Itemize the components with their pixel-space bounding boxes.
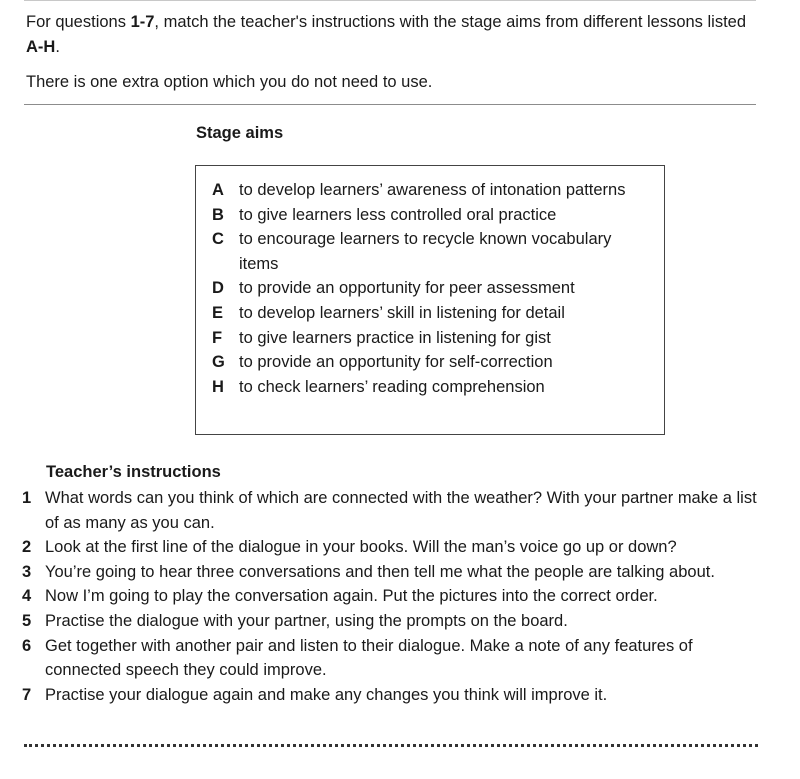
aim-letter: A — [212, 181, 224, 199]
instruction-text-mid: , match the teacher's instructions with the stage aims from different lessons listed — [154, 13, 747, 31]
instruction-item — [22, 535, 762, 560]
instruction-text: Practise the dialogue with your partner, using the prompts on the board. — [45, 611, 568, 630]
stage-aim-item — [212, 276, 652, 301]
dotted-divider — [24, 744, 758, 747]
aim-letter: F — [212, 328, 223, 347]
aim-text: to encourage learners to recycle known vocabulary items — [239, 230, 612, 273]
stage-aim-item — [212, 301, 652, 326]
teachers-instructions-heading: Teacher’s instructions — [46, 463, 221, 481]
aim-letter: D — [212, 279, 224, 298]
instruction-item — [22, 683, 762, 708]
instruction-item — [22, 584, 762, 609]
instruction-item — [22, 634, 762, 683]
instruction-number: 1 — [22, 489, 32, 507]
stage-aims-list — [212, 178, 652, 399]
aim-text: to check learners’ reading comprehension — [239, 377, 545, 396]
instruction-text: Practise your dialogue again and make any changes you think will improve it. — [45, 685, 608, 704]
aim-letter: G — [212, 353, 225, 372]
option-range: A-H — [26, 38, 56, 56]
aim-text: to provide an opportunity for self-correction — [239, 353, 553, 372]
extra-option-note: There is one extra option which you do not need to use. — [26, 73, 433, 91]
stage-aim-item — [212, 227, 652, 276]
stage-aim-item — [212, 178, 652, 203]
section-divider — [24, 104, 756, 105]
instruction-text: You’re going to hear three conversations and then tell me what the people are talking about. — [45, 562, 715, 581]
instruction-number: 4 — [22, 587, 32, 606]
instruction-item — [22, 609, 762, 634]
top-rule — [24, 0, 756, 1]
aim-text: to give learners less controlled oral practice — [239, 205, 557, 224]
instruction-number: 7 — [22, 685, 32, 704]
aim-letter: H — [212, 377, 224, 396]
question-range: 1-7 — [130, 13, 155, 31]
instruction-number: 3 — [22, 562, 32, 581]
instruction-text: Get together with another pair and listen to their dialogue. Make a note of any features of connected speech they could improve. — [45, 636, 693, 680]
stage-aim-item — [212, 350, 652, 375]
instruction-text: Now I’m going to play the conversation again. Put the pictures into the correct order. — [45, 587, 658, 606]
stage-aim-item — [212, 375, 652, 400]
stage-aims-heading: Stage aims — [196, 124, 284, 142]
instruction-text: For questions — [26, 13, 131, 31]
stage-aim-item — [212, 326, 652, 351]
instruction-text: Look at the first line of the dialogue in your books. Will the man’s voice go up or down? — [45, 538, 677, 557]
instruction-item — [22, 486, 762, 535]
instruction-number: 2 — [22, 538, 32, 557]
instruction-number: 5 — [22, 611, 32, 630]
teachers-instructions-list — [22, 486, 762, 707]
aim-text: to provide an opportunity for peer assessment — [239, 279, 575, 298]
task-intro — [26, 10, 756, 95]
aim-text: to develop learners’ awareness of intonation patterns — [239, 181, 626, 199]
instruction-number: 6 — [22, 636, 32, 655]
stage-aim-item — [212, 203, 652, 228]
instruction-text-end: . — [55, 38, 60, 56]
task-instruction — [26, 10, 756, 60]
aim-text: to give learners practice in listening for gist — [239, 328, 551, 347]
aim-letter: B — [212, 205, 224, 224]
stage-aims-box — [195, 165, 665, 435]
aim-letter: C — [212, 230, 224, 249]
aim-text: to develop learners’ skill in listening for detail — [239, 303, 565, 322]
instruction-text: What words can you think of which are connected with the weather? With your partner make a list of as many as you can. — [45, 489, 757, 532]
aim-letter: E — [212, 303, 224, 322]
instruction-item — [22, 560, 762, 585]
